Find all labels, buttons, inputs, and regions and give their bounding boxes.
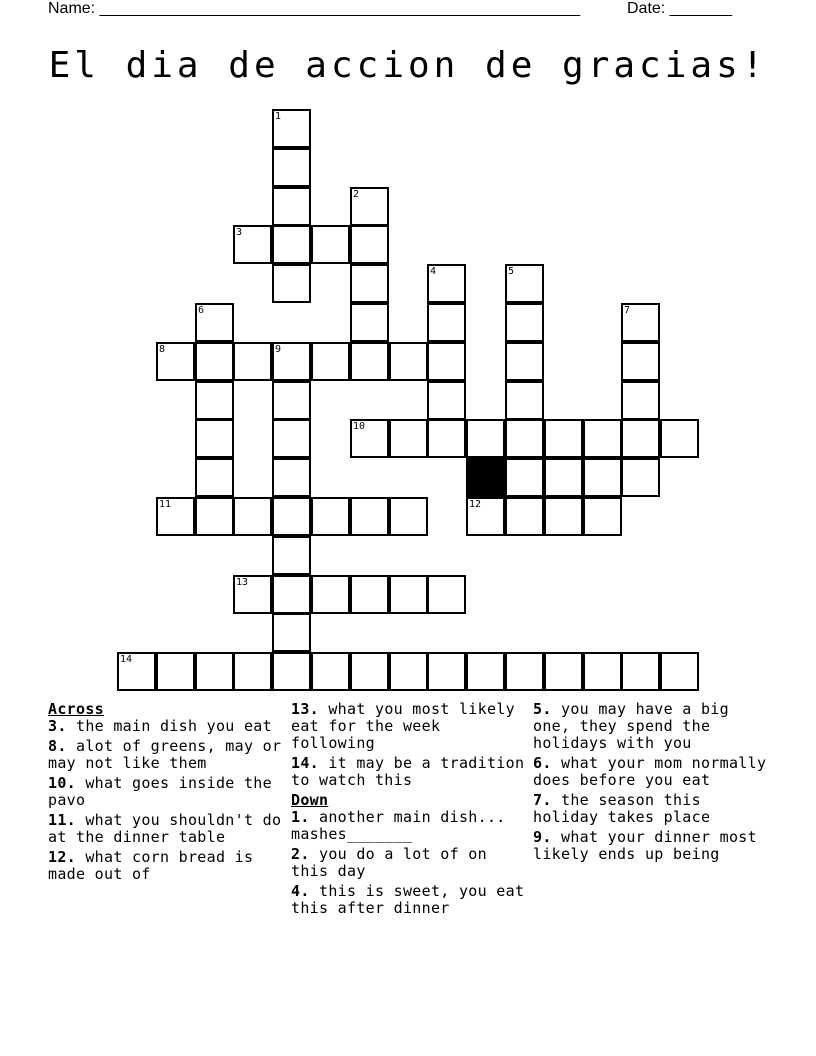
crossword-cell[interactable] bbox=[660, 652, 699, 691]
crossword-cell[interactable] bbox=[427, 264, 466, 303]
clue-text: another main dish... mashes_______ bbox=[291, 808, 506, 843]
down-heading: Down bbox=[291, 791, 329, 809]
crossword-cell[interactable] bbox=[505, 458, 544, 497]
crossword-cell[interactable] bbox=[427, 652, 466, 691]
crossword-cell[interactable] bbox=[272, 187, 311, 226]
crossword-cell[interactable] bbox=[544, 497, 583, 536]
crossword-cell[interactable] bbox=[466, 419, 505, 458]
crossword-cell[interactable] bbox=[427, 342, 466, 381]
clues-column-3 bbox=[533, 701, 769, 866]
crossword-cell[interactable] bbox=[272, 381, 311, 420]
crossword-cell[interactable] bbox=[195, 458, 234, 497]
clue-text: it may be a tradition to watch this bbox=[291, 754, 525, 789]
clue-down-6 bbox=[533, 755, 769, 789]
cell-clue-number: 5 bbox=[508, 266, 515, 277]
crossword-cell[interactable] bbox=[544, 419, 583, 458]
crossword-cell[interactable] bbox=[389, 652, 428, 691]
crossword-cell[interactable] bbox=[311, 652, 350, 691]
crossword-cell[interactable] bbox=[389, 342, 428, 381]
clue-across-10 bbox=[48, 775, 286, 809]
crossword-cell[interactable] bbox=[505, 381, 544, 420]
clue-number: 3. bbox=[48, 717, 67, 735]
clue-number: 13. bbox=[291, 700, 319, 718]
crossword-cell[interactable] bbox=[233, 225, 272, 264]
cell-clue-number: 14 bbox=[120, 654, 133, 665]
crossword-cell[interactable] bbox=[621, 458, 660, 497]
crossword-cell[interactable] bbox=[466, 652, 505, 691]
clue-across-3 bbox=[48, 718, 286, 735]
crossword-cell[interactable] bbox=[233, 575, 272, 614]
cell-clue-number: 12 bbox=[469, 499, 482, 510]
crossword-cell[interactable] bbox=[544, 652, 583, 691]
clue-number: 11. bbox=[48, 811, 76, 829]
crossword-cell[interactable] bbox=[272, 575, 311, 614]
cell-clue-number: 7 bbox=[624, 305, 631, 316]
clue-number: 8. bbox=[48, 737, 67, 755]
crossword-cell[interactable] bbox=[621, 419, 660, 458]
clue-number: 9. bbox=[533, 828, 552, 846]
clue-across-13 bbox=[291, 701, 527, 752]
crossword-block-cell bbox=[466, 458, 505, 497]
clue-across-8 bbox=[48, 738, 286, 772]
crossword-cell[interactable] bbox=[272, 109, 311, 148]
crossword-cell[interactable] bbox=[311, 225, 350, 264]
crossword-cell[interactable] bbox=[505, 652, 544, 691]
clue-across-12 bbox=[48, 849, 286, 883]
crossword-cell[interactable] bbox=[389, 419, 428, 458]
clue-text: what you most likely eat for the week following bbox=[291, 700, 515, 752]
crossword-cell[interactable] bbox=[195, 303, 234, 342]
clue-text: what your dinner most likely ends up being bbox=[533, 828, 757, 863]
clue-number: 2. bbox=[291, 845, 310, 863]
cell-clue-number: 4 bbox=[430, 266, 437, 277]
clue-across-11 bbox=[48, 812, 286, 846]
crossword-cell[interactable] bbox=[195, 419, 234, 458]
clue-text: the main dish you eat bbox=[66, 717, 272, 735]
clues-column-2 bbox=[291, 701, 527, 920]
cell-clue-number: 1 bbox=[275, 111, 282, 122]
clue-text: you do a lot of on this day bbox=[291, 845, 487, 880]
crossword-cell[interactable] bbox=[272, 497, 311, 536]
crossword-cell[interactable] bbox=[272, 613, 311, 652]
crossword-cell[interactable] bbox=[272, 419, 311, 458]
crossword-cell[interactable] bbox=[389, 575, 428, 614]
clue-number: 14. bbox=[291, 754, 319, 772]
clue-text: this is sweet, you eat this after dinner bbox=[291, 882, 525, 917]
cell-clue-number: 3 bbox=[236, 227, 243, 238]
cell-clue-number: 9 bbox=[275, 344, 282, 355]
crossword-cell[interactable] bbox=[350, 419, 389, 458]
clue-number: 7. bbox=[533, 791, 552, 809]
clue-down-9 bbox=[533, 829, 769, 863]
crossword-cell[interactable] bbox=[272, 264, 311, 303]
clue-down-7 bbox=[533, 792, 769, 826]
crossword-cell[interactable] bbox=[350, 187, 389, 226]
crossword-cell[interactable] bbox=[233, 342, 272, 381]
crossword-cell[interactable] bbox=[156, 342, 195, 381]
crossword-cell[interactable] bbox=[621, 342, 660, 381]
clue-text: what you shouldn't do at the dinner table bbox=[48, 811, 282, 846]
crossword-cell[interactable] bbox=[350, 225, 389, 264]
cell-clue-number: 13 bbox=[236, 577, 249, 588]
crossword-cell[interactable] bbox=[350, 264, 389, 303]
clue-number: 10. bbox=[48, 774, 76, 792]
crossword-cell[interactable] bbox=[272, 225, 311, 264]
cell-clue-number: 6 bbox=[198, 305, 205, 316]
clue-number: 4. bbox=[291, 882, 310, 900]
crossword-cell[interactable] bbox=[350, 342, 389, 381]
cell-clue-number: 11 bbox=[159, 499, 172, 510]
clue-across-14 bbox=[291, 755, 527, 789]
crossword-cell[interactable] bbox=[156, 497, 195, 536]
crossword-cell[interactable] bbox=[466, 497, 505, 536]
crossword-cell[interactable] bbox=[621, 652, 660, 691]
clue-number: 6. bbox=[533, 754, 552, 772]
name-field-line: Name: ______________________________________________________ bbox=[48, 0, 581, 17]
cell-clue-number: 10 bbox=[353, 421, 366, 432]
clue-down-1 bbox=[291, 809, 527, 843]
clue-text: what corn bread is made out of bbox=[48, 848, 254, 883]
crossword-cell[interactable] bbox=[427, 575, 466, 614]
crossword-cell[interactable] bbox=[583, 458, 622, 497]
crossword-cell[interactable] bbox=[195, 497, 234, 536]
puzzle-title: El dia de accion de gracias! bbox=[48, 45, 768, 86]
clue-number: 5. bbox=[533, 700, 552, 718]
crossword-cell[interactable] bbox=[156, 652, 195, 691]
crossword-cell[interactable] bbox=[583, 419, 622, 458]
crossword-cell[interactable] bbox=[427, 381, 466, 420]
clue-text: what your mom normally does before you eat bbox=[533, 754, 767, 789]
crossword-cell[interactable] bbox=[505, 264, 544, 303]
crossword-cell[interactable] bbox=[272, 458, 311, 497]
date-field-line: Date: _______ bbox=[627, 0, 732, 17]
crossword-cell[interactable] bbox=[583, 652, 622, 691]
crossword-cell[interactable] bbox=[195, 381, 234, 420]
crossword-cell[interactable] bbox=[311, 342, 350, 381]
clue-down-5 bbox=[533, 701, 769, 752]
clue-down-4 bbox=[291, 883, 527, 917]
cell-clue-number: 8 bbox=[159, 344, 166, 355]
clue-text: alot of greens, may or may not like them bbox=[48, 737, 282, 772]
crossword-cell[interactable] bbox=[233, 497, 272, 536]
crossword-cell[interactable] bbox=[350, 575, 389, 614]
crossword-cell[interactable] bbox=[389, 497, 428, 536]
crossword-cell[interactable] bbox=[505, 419, 544, 458]
crossword-cell[interactable] bbox=[272, 342, 311, 381]
crossword-cell[interactable] bbox=[544, 458, 583, 497]
crossword-cell[interactable] bbox=[233, 652, 272, 691]
crossword-cell[interactable] bbox=[621, 381, 660, 420]
crossword-cell[interactable] bbox=[117, 652, 156, 691]
clue-text: the season this holiday takes place bbox=[533, 791, 711, 826]
clue-text: you may have a big one, they spend the holidays with you bbox=[533, 700, 729, 752]
crossword-cell[interactable] bbox=[350, 497, 389, 536]
clues-column-1 bbox=[48, 701, 286, 886]
clue-number: 1. bbox=[291, 808, 310, 826]
crossword-cell[interactable] bbox=[621, 303, 660, 342]
crossword-cell[interactable] bbox=[272, 536, 311, 575]
crossword-cell[interactable] bbox=[427, 419, 466, 458]
clue-text: what goes inside the pavo bbox=[48, 774, 272, 809]
crossword-cell[interactable] bbox=[195, 652, 234, 691]
crossword-cell[interactable] bbox=[505, 497, 544, 536]
crossword-cell[interactable] bbox=[505, 303, 544, 342]
crossword-cell[interactable] bbox=[505, 342, 544, 381]
crossword-cell[interactable] bbox=[272, 148, 311, 187]
crossword-cell[interactable] bbox=[195, 342, 234, 381]
cell-clue-number: 2 bbox=[353, 189, 360, 200]
crossword-cell[interactable] bbox=[311, 497, 350, 536]
clue-number: 12. bbox=[48, 848, 76, 866]
crossword-cell[interactable] bbox=[427, 303, 466, 342]
crossword-cell[interactable] bbox=[350, 652, 389, 691]
crossword-cell[interactable] bbox=[272, 652, 311, 691]
clue-down-2 bbox=[291, 846, 527, 880]
crossword-cell[interactable] bbox=[583, 497, 622, 536]
across-heading: Across bbox=[48, 700, 104, 718]
crossword-cell[interactable] bbox=[660, 419, 699, 458]
crossword-cell[interactable] bbox=[311, 575, 350, 614]
crossword-cell[interactable] bbox=[350, 303, 389, 342]
